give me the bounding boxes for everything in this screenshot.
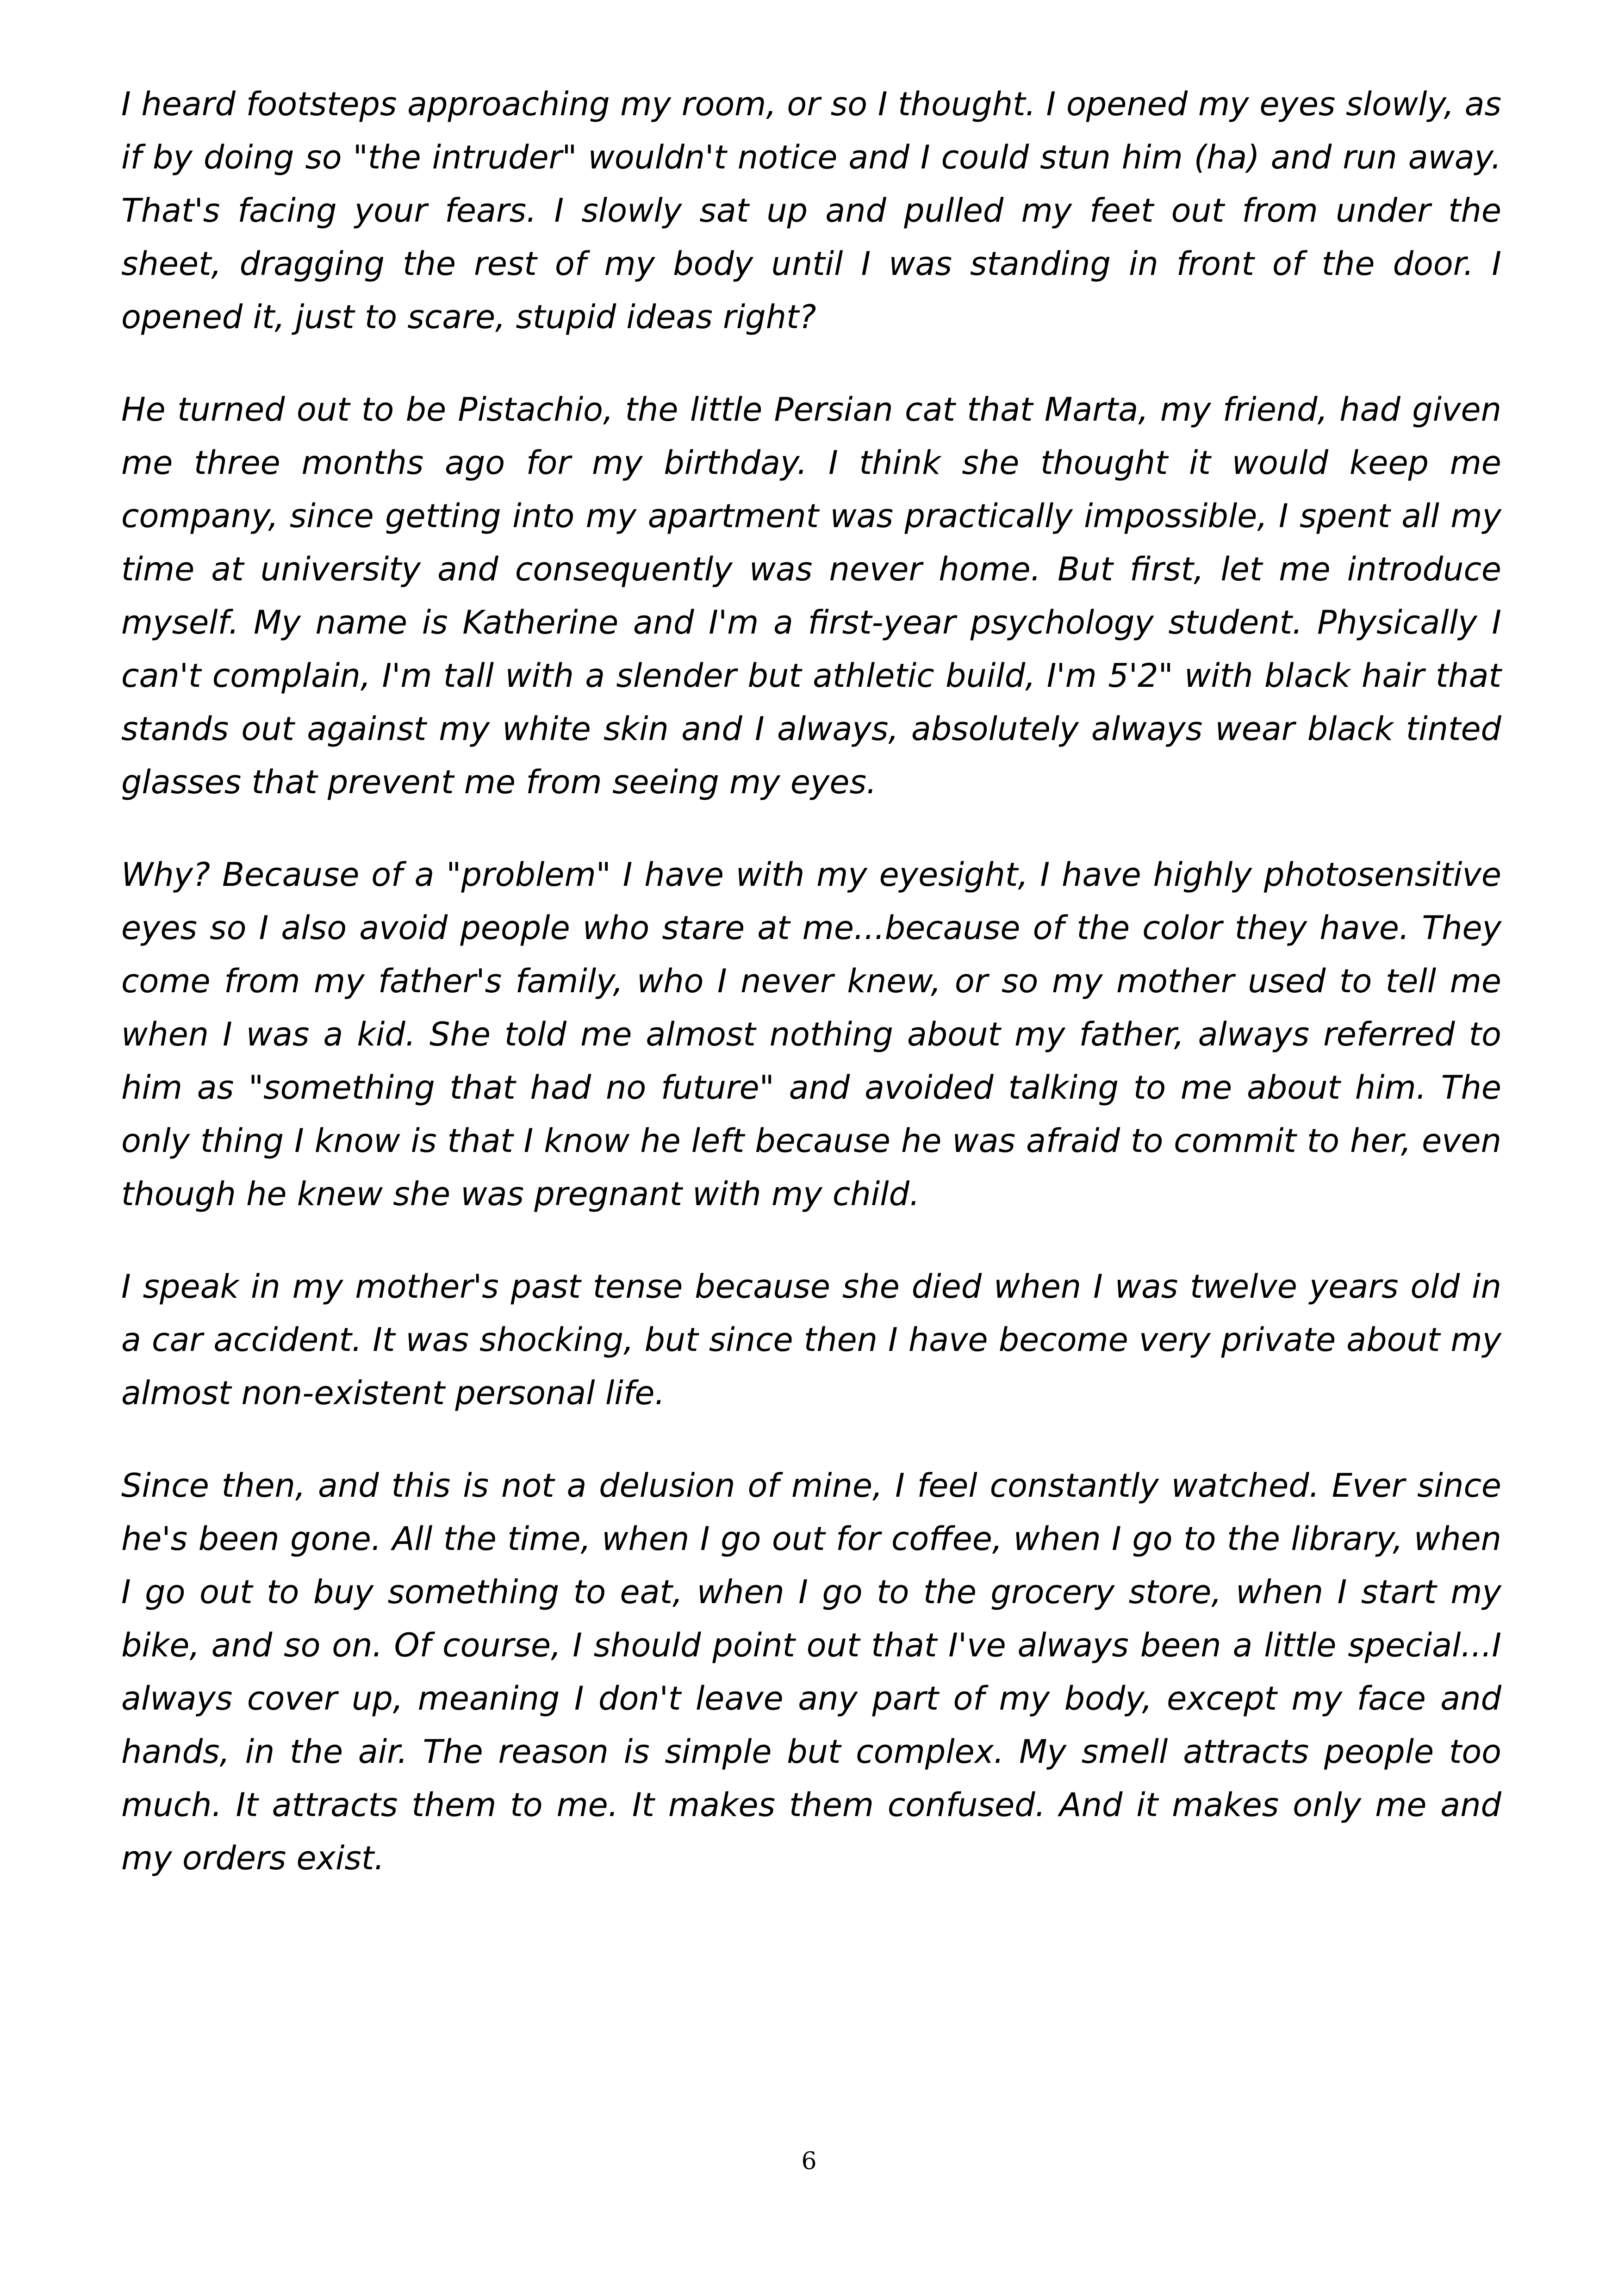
page-number: 6	[801, 2147, 817, 2175]
paragraph-1: I heard footsteps approaching my room, or so I thought. I opened my eyes slowly, as if by doing so "the intruder" wouldn't notice and I could stun him (ha) and run away. That's facing your fears. I slowly sat up and pulled my feet out from under the sheet, dragging the rest of my body until I was standing in front of the door. I opened it, just to scare, stupid ideas right?	[121, 85, 1501, 336]
paragraph-5: Since then, and this is not a delusion of mine, I feel constantly watched. Ever since he's been gone. All the time, when I go out for coffee, when I go to the library, when I go out to buy something to eat, when I go to the grocery store, when I start my bike, and so on. Of course, I should point out that I've always been a little special...I always cover up, meaning I don't leave any part of my body, except my face and hands, in the air. The reason is simple but complex. My smell attracts people too much. It attracts them to me. It makes them confused. And it makes only me and my orders exist.	[121, 1467, 1501, 1877]
body-text	[121, 78, 1501, 1924]
paragraph-3: Why? Because of a "problem" I have with my eyesight, I have highly photosensitive eyes so I also avoid people who stare at me...because of the color they have. They come from my father's family, who I never knew, or so my mother used to tell me when I was a kid. She told me almost nothing about my father, always referred to him as "something that had no future" and avoided talking to me about him. The only thing I know is that I know he left because he was afraid to commit to her, even though he knew she was pregnant with my child.	[121, 856, 1501, 1213]
paragraph-4: I speak in my mother's past tense because she died when I was twelve years old in a car accident. It was shocking, but since then I have become very private about my almost non-existent personal life.	[121, 1268, 1501, 1412]
paragraph-2: He turned out to be Pistachio, the little Persian cat that Marta, my friend, had given me three months ago for my birthday. I think she thought it would keep me company, since getting into my apartment was practically impossible, I spent all my time at university and consequently was never home. But first, let me introduce myself. My name is Katherine and I'm a first-year psychology student. Physically I can't complain, I'm tall with a slender but athletic build, I'm 5'2" with black hair that stands out against my white skin and I always, absolutely always wear black tinted glasses that prevent me from seeing my eyes.	[121, 391, 1501, 801]
